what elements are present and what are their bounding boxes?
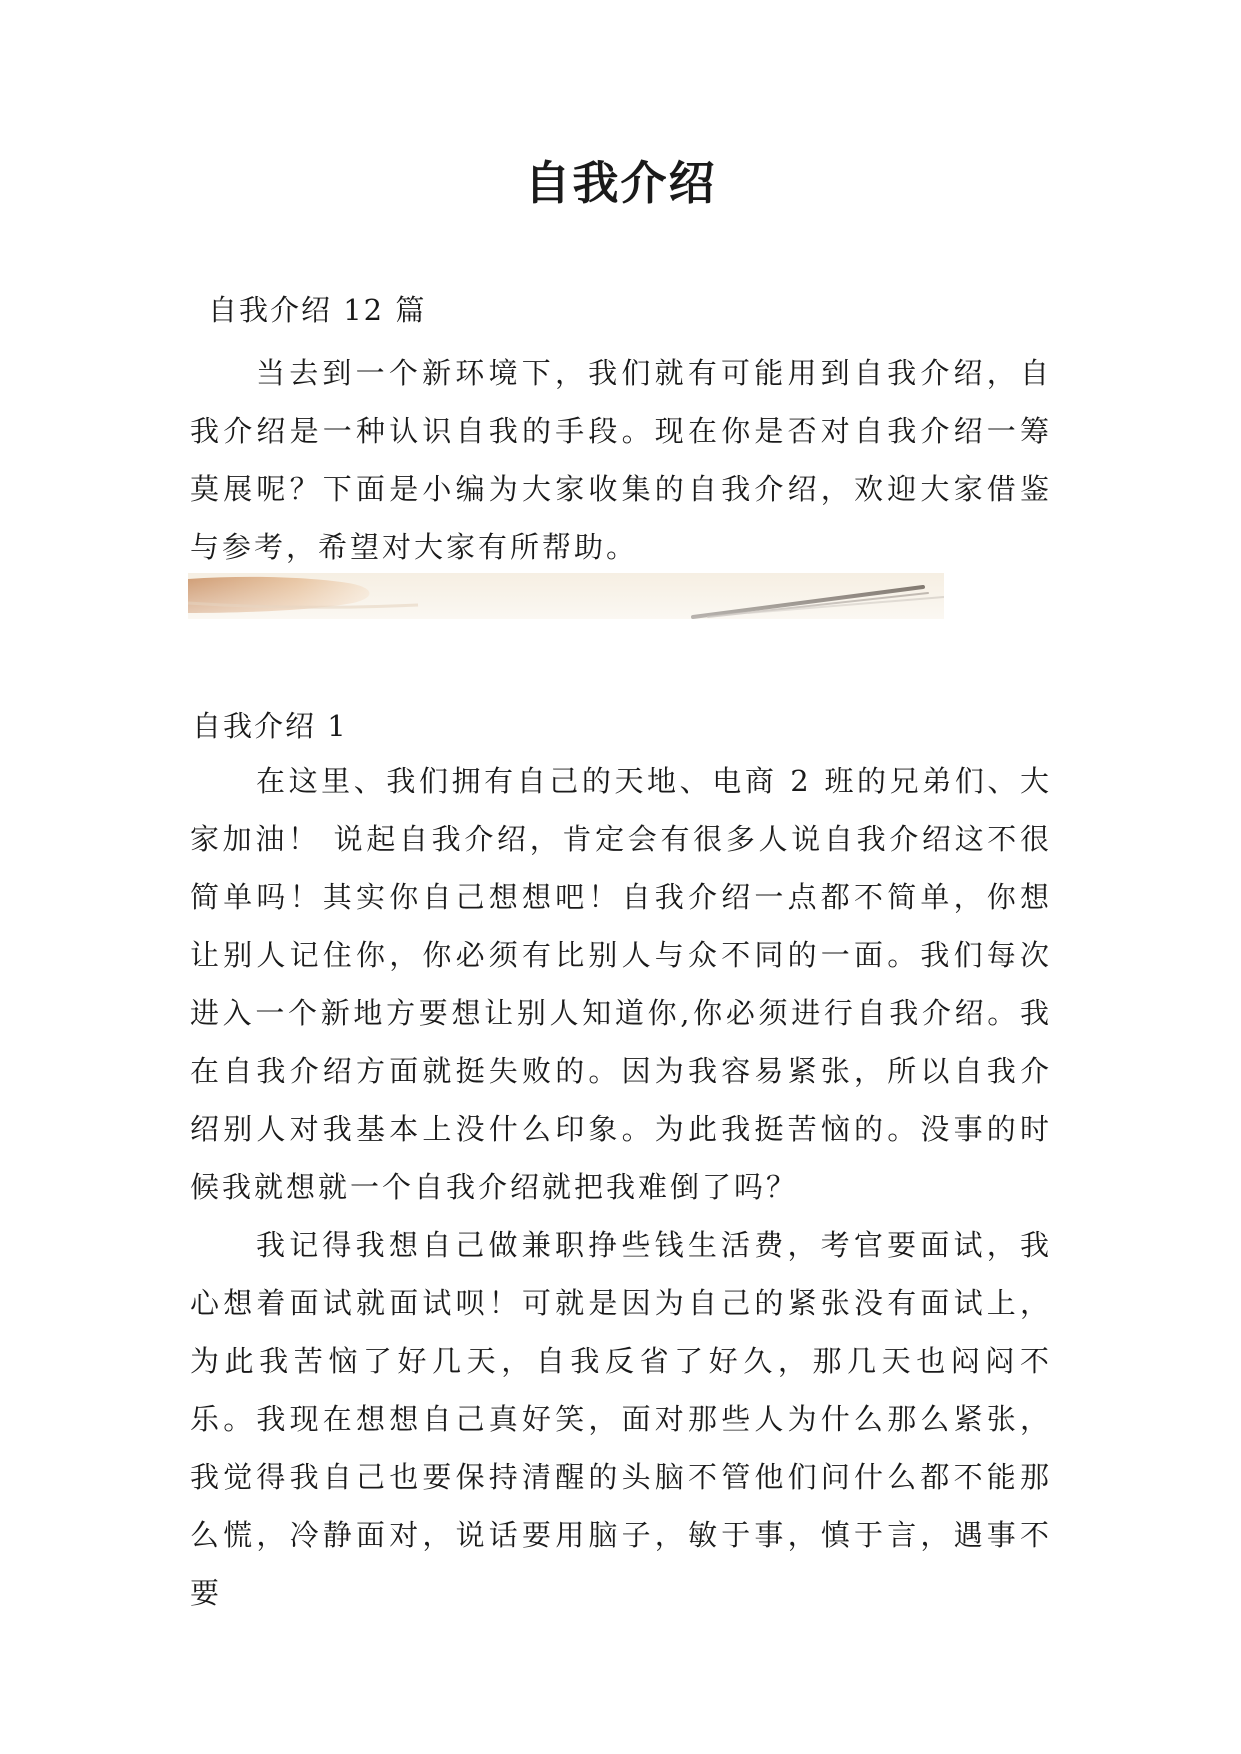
document-subtitle: 自我介绍 12 篇	[208, 293, 427, 327]
body-block	[190, 752, 1052, 1622]
document-title: 自我介绍	[524, 156, 717, 210]
banner-image	[188, 573, 944, 619]
intro-block	[190, 344, 1052, 576]
section-heading: 自我介绍 1	[192, 709, 348, 743]
body-paragraph-2: 我记得我想自己做兼职挣些钱生活费，考官要面试，我心想着面试就面试呗！可就是因为自己的紧张没有面试上，为此我苦恼了好几天，自我反省了好久，那几天也闷闷不乐。我现在想想自己真好笑，面对那些人为什么那么紧张，我觉得我自己也要保持清醒的头脑不管他们问什么都不能那么慌，冷静面对，说话要用脑子，敏于事，慎于言，遇事不要	[190, 1228, 1052, 1610]
body-paragraph-1: 在这里、我们拥有自己的天地、电商 2 班的兄弟们、大家加油！ 说起自我介绍，肯定会有很多人说自我介绍这不很简单吗！其实你自己想想吧！自我介绍一点都不简单，你想让别人记住你，你必须有比别人与众不同的一面。我们每次进入一个新地方要想让别人知道你,你必须进行自我介绍。我在自我介绍方面就挺失败的。因为我容易紧张，所以自我介绍别人对我基本上没什么印象。为此我挺苦恼的。没事的时候我就想就一个自我介绍就把我难倒了吗？	[190, 764, 1052, 1204]
intro-paragraph: 当去到一个新环境下，我们就有可能用到自我介绍，自我介绍是一种认识自我的手段。现在你是否对自我介绍一筹莫展呢？下面是小编为大家收集的自我介绍，欢迎大家借鉴与参考，希望对大家有所帮助。	[190, 356, 1052, 564]
banner-photo	[188, 573, 944, 619]
